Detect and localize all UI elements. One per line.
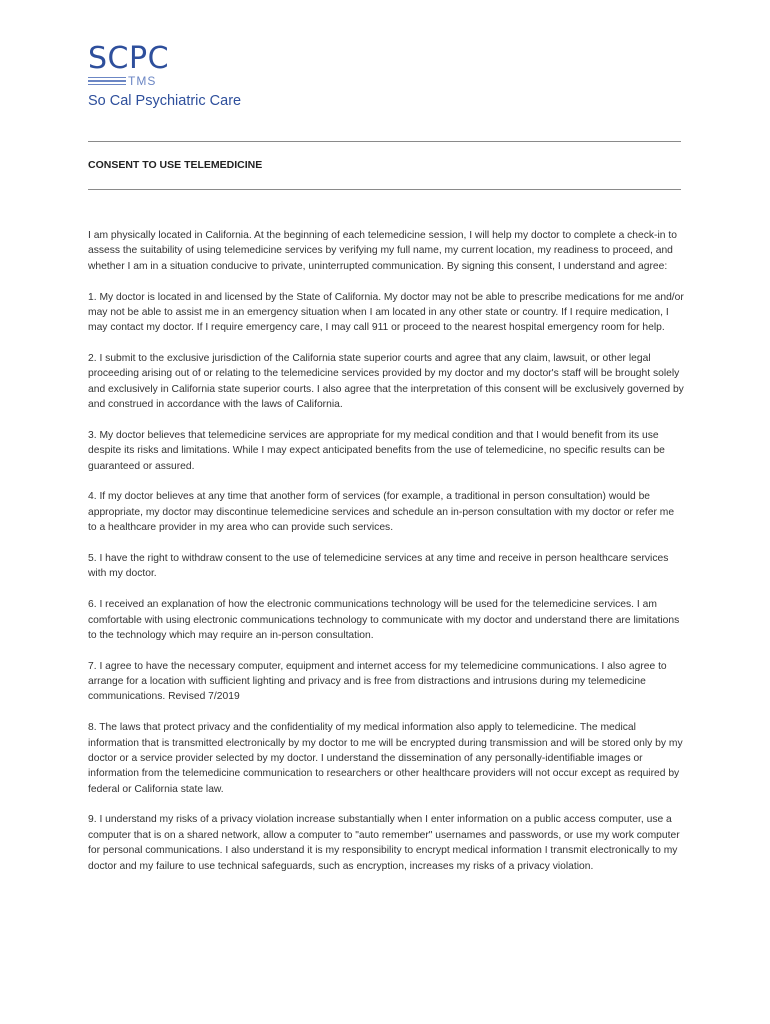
intro-paragraph: I am physically located in California. At the beginning of each telemedicine session, I will help my doctor to complete a check-in to assess the suitability of using telemedicine services by verifying my full name, my current location, my readiness to proceed, and whether I am in a situation conducive to private, uninterrupted communication. By signing this consent, I understand and agree: <box>88 230 677 272</box>
consent-item-6: 6. I received an explanation of how the electronic communications technology will be used for the telemedicine services. I am comfortable with using electronic communications technology to communicate with my doctor and understand there are limitations to the technology which may require an in-person consultation. <box>88 599 680 641</box>
consent-item-7: 7. I agree to have the necessary computer, equipment and internet access for my telemedicine communications. I also agree to arrange for a location with sufficient lighting and privacy and is free from distractions and intrusions during my telemedicine communications. Revised 7/2019 <box>88 660 667 703</box>
company-name: So Cal Psychiatric Care <box>88 93 242 109</box>
title-rule-top <box>88 141 681 142</box>
consent-item-1: 1. My doctor is located in and licensed by the State of California. My doctor may not be able to prescribe medications for me and/or may not be able to assist me in an emergency situation when I am located in any other state or country. If I require medication, I may contact my doctor. If I require emergency care, I may call 911 or proceed to the nearest hospital emergency room for help. <box>88 291 684 334</box>
logo-mark: SCPC <box>88 41 170 76</box>
logo-tms-row <box>88 75 241 87</box>
consent-item-9: 9. I understand my risks of a privacy violation increase substantially when I enter information on a public access computer, use a computer that is on a shared network, allow a computer to "auto remember" usernames and passwords, or use my work computer for personal communications. I also understand it is my responsibility to encrypt medical information I transmit electronically to my doctor and my failure to use technical safeguards, such as encryption, increases my risks of a privacy violation. <box>88 814 680 872</box>
consent-item-5: 5. I have the right to withdraw consent to the use of telemedicine services at any time and receive in person healthcare services with my doctor. <box>88 552 669 580</box>
consent-item-4: 4. If my doctor believes at any time that another form of services (for example, a traditional in person consultation) would be appropriate, my doctor may discontinue telemedicine services and schedule an in-person consultation with my doctor or refer me to a healthcare provider in my area who can provide such services. <box>88 491 675 534</box>
consent-item-8: 8. The laws that protect privacy and the confidentiality of my medical information also apply to telemedicine. The medical information that is transmitted electronically by my doctor to me will be encrypted during transmission and will be stored only by my doctor or a service provider selected by my doctor. I understand the dissemination of any personally-identifiable images or information from the telemedicine communication to researchers or other healthcare providers will not occur except as required by federal or California state law. <box>88 722 683 795</box>
document-body <box>88 228 684 889</box>
logo-lines-icon <box>88 77 126 86</box>
document-title: CONSENT TO USE TELEMEDICINE <box>88 159 263 171</box>
logo-sub: TMS <box>128 74 157 88</box>
title-rule-bottom <box>88 189 681 190</box>
consent-item-2: 2. I submit to the exclusive jurisdiction of the California state superior courts and agree that any claim, lawsuit, or other legal proceeding arising out of or relating to the telemedicine services provided by my doctor and my doctor's staff will be brought solely and exclusively in California state superior courts. I also agree that the interpretation of this consent will be exclusively governed by and construed in accordance with the laws of California. <box>88 353 684 411</box>
company-logo <box>88 41 242 109</box>
consent-item-3: 3. My doctor believes that telemedicine services are appropriate for my medical condition and that I would benefit from its use despite its risks and limitations. While I may expect anticipated benefits from the use of telemedicine, no specific results can be guaranteed or assured. <box>88 429 665 472</box>
